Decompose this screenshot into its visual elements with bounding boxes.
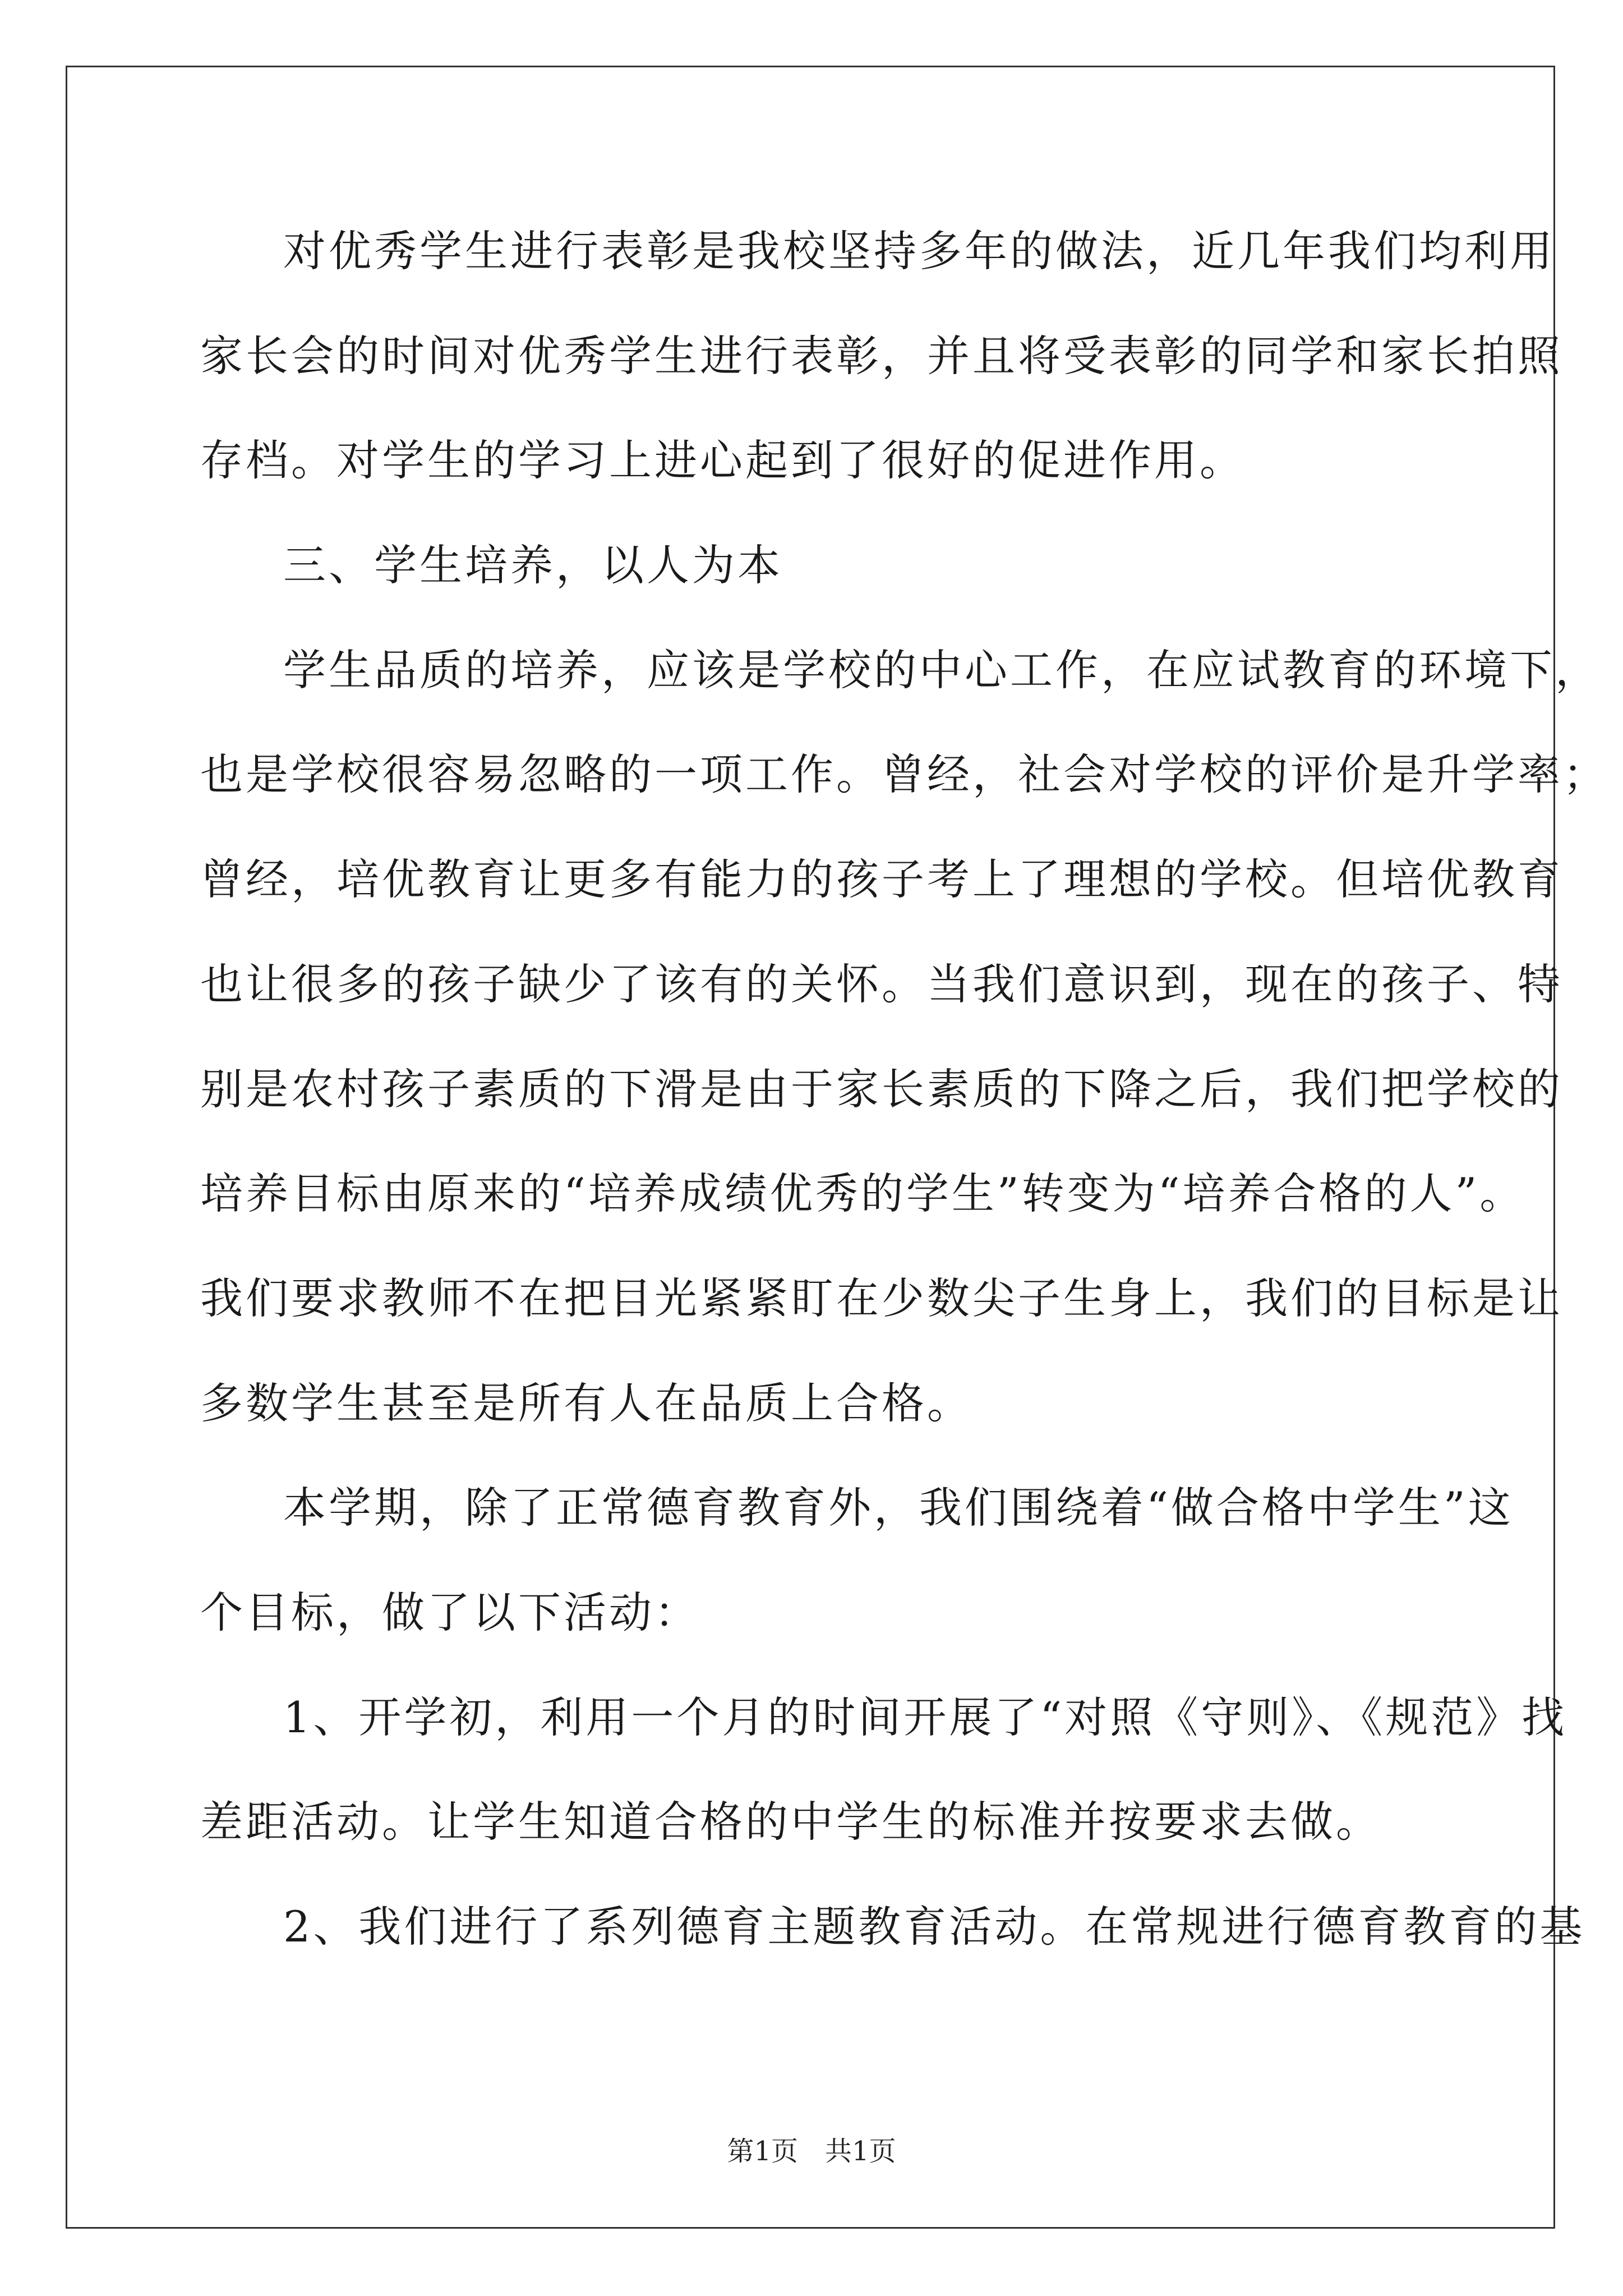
text-line: 个目标，做了以下活动： bbox=[200, 1587, 700, 1637]
text-line: 培养目标由原来的“培养成绩优秀的学生”转变为“培养合格的人”。 bbox=[200, 1168, 1525, 1219]
text-line: 本学期，除了正常德育教育外，我们围绕着“做合格中学生”这 bbox=[283, 1483, 1514, 1533]
text-line: 别是农村孩子素质的下滑是由于家长素质的下降之后，我们把学校的 bbox=[200, 1064, 1563, 1114]
text-line: 差距活动。让学生知道合格的中学生的标准并按要求去做。 bbox=[200, 1797, 1381, 1847]
section-heading: 三、学生培养，以人为本 bbox=[283, 540, 783, 591]
text-line: 也让很多的孩子缺少了该有的关怀。当我们意识到，现在的孩子、特 bbox=[200, 959, 1563, 1009]
text-line: 曾经，培优教育让更多有能力的孩子考上了理想的学校。但培优教育 bbox=[200, 854, 1563, 905]
text-line: 对优秀学生进行表彰是我校坚持多年的做法，近几年我们均利用 bbox=[283, 226, 1555, 276]
text-line: 也是学校很容易忽略的一项工作。曾经，社会对学校的评价是升学率； bbox=[200, 749, 1608, 800]
text-line: 2、我们进行了系列德育主题教育活动。在常规进行德育教育的基 bbox=[283, 1902, 1585, 1952]
document-body bbox=[200, 212, 1608, 1993]
text-line: 学生品质的培养，应该是学校的中心工作，在应试教育的环境下， bbox=[283, 645, 1601, 695]
page-footer bbox=[0, 2134, 1623, 2168]
text-line: 家长会的时间对优秀学生进行表彰，并且将受表彰的同学和家长拍照 bbox=[200, 330, 1563, 381]
text-line: 多数学生甚至是所有人在品质上合格。 bbox=[200, 1378, 972, 1428]
text-line: 存档。对学生的学习上进心起到了很好的促进作用。 bbox=[200, 435, 1245, 486]
text-line: 我们要求教师不在把目光紧紧盯在少数尖子生身上，我们的目标是让 bbox=[200, 1273, 1563, 1323]
text-line: 1、开学初，利用一个月的时间开展了“对照《守则》、《规范》找 bbox=[283, 1692, 1567, 1742]
page-number-label: 第1页 共1页 bbox=[727, 2136, 896, 2167]
